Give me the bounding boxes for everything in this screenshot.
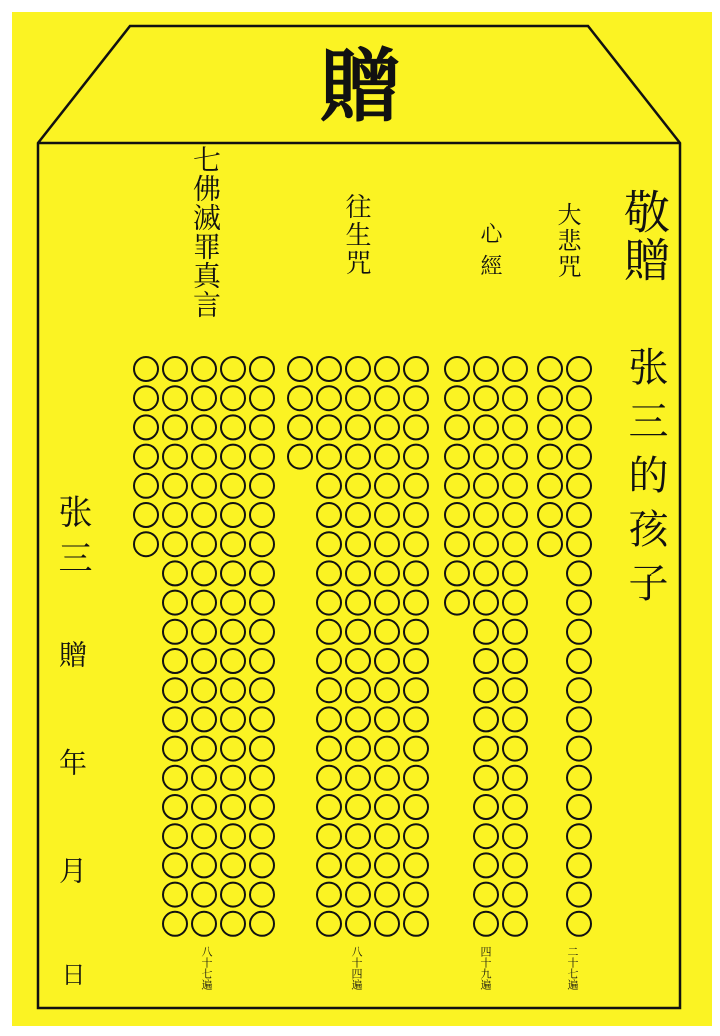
tally-circle[interactable]: [163, 415, 187, 439]
tally-circle[interactable]: [250, 386, 274, 410]
tally-circle[interactable]: [221, 737, 245, 761]
tally-circle[interactable]: [163, 591, 187, 615]
tally-circle[interactable]: [474, 737, 498, 761]
tally-circle[interactable]: [250, 853, 274, 877]
tally-circle[interactable]: [317, 766, 341, 790]
tally-circle[interactable]: [567, 474, 591, 498]
tally-circle[interactable]: [134, 445, 158, 469]
tally-circle[interactable]: [134, 474, 158, 498]
tally-circle[interactable]: [503, 795, 527, 819]
tally-circle[interactable]: [221, 912, 245, 936]
tally-circle[interactable]: [503, 357, 527, 381]
tally-circle[interactable]: [474, 445, 498, 469]
tally-circle[interactable]: [317, 737, 341, 761]
tally-circle[interactable]: [134, 386, 158, 410]
tally-circle[interactable]: [346, 415, 370, 439]
tally-circle[interactable]: [474, 853, 498, 877]
tally-circle[interactable]: [250, 707, 274, 731]
tally-circle[interactable]: [163, 620, 187, 644]
tally-circle[interactable]: [346, 620, 370, 644]
tally-circle[interactable]: [474, 532, 498, 556]
tally-circle[interactable]: [250, 737, 274, 761]
tally-circle[interactable]: [317, 474, 341, 498]
tally-circle[interactable]: [250, 649, 274, 673]
tally-circle[interactable]: [250, 795, 274, 819]
tally-circle[interactable]: [538, 445, 562, 469]
tally-circle[interactable]: [250, 415, 274, 439]
tally-circle[interactable]: [317, 707, 341, 731]
tally-circle[interactable]: [445, 357, 469, 381]
tally-circle[interactable]: [250, 883, 274, 907]
tally-circle[interactable]: [375, 649, 399, 673]
tally-circle[interactable]: [346, 795, 370, 819]
tally-circle[interactable]: [221, 824, 245, 848]
tally-circle[interactable]: [375, 445, 399, 469]
tally-circle[interactable]: [503, 737, 527, 761]
tally-circle[interactable]: [346, 912, 370, 936]
tally-circle[interactable]: [474, 678, 498, 702]
tally-circle[interactable]: [221, 357, 245, 381]
tally-circle[interactable]: [346, 853, 370, 877]
tally-circle[interactable]: [192, 649, 216, 673]
tally-circle[interactable]: [474, 824, 498, 848]
tally-circle[interactable]: [375, 795, 399, 819]
date-day: 日: [57, 962, 85, 986]
tally-circle[interactable]: [134, 357, 158, 381]
tally-circle[interactable]: [221, 415, 245, 439]
tally-circle[interactable]: [221, 883, 245, 907]
tally-circle[interactable]: [192, 386, 216, 410]
tally-circle[interactable]: [503, 707, 527, 731]
tally-circle[interactable]: [404, 415, 428, 439]
tally-circle[interactable]: [375, 415, 399, 439]
title-gift-char: 贈: [320, 39, 400, 133]
tally-circle[interactable]: [317, 620, 341, 644]
tally-circle[interactable]: [445, 561, 469, 585]
sender-gift: 贈: [55, 640, 88, 668]
tally-circle[interactable]: [134, 503, 158, 527]
tally-circle[interactable]: [474, 707, 498, 731]
tally-circle[interactable]: [445, 386, 469, 410]
tally-circle[interactable]: [474, 649, 498, 673]
tally-circle[interactable]: [192, 853, 216, 877]
tally-circle[interactable]: [375, 503, 399, 527]
tally-circle[interactable]: [567, 532, 591, 556]
tally-circle[interactable]: [474, 503, 498, 527]
tally-circle[interactable]: [538, 415, 562, 439]
tally-circle[interactable]: [445, 503, 469, 527]
tally-circle[interactable]: [250, 445, 274, 469]
tally-circle[interactable]: [346, 883, 370, 907]
tally-circle[interactable]: [375, 737, 399, 761]
tally-circle[interactable]: [404, 620, 428, 644]
tally-circle[interactable]: [163, 561, 187, 585]
tally-circle[interactable]: [192, 357, 216, 381]
tally-circle[interactable]: [221, 678, 245, 702]
tally-circle[interactable]: [250, 620, 274, 644]
tally-circle[interactable]: [346, 707, 370, 731]
tally-circle[interactable]: [346, 737, 370, 761]
tally-circle[interactable]: [503, 532, 527, 556]
tally-circle[interactable]: [538, 386, 562, 410]
tally-circle[interactable]: [317, 386, 341, 410]
tally-circle[interactable]: [163, 445, 187, 469]
tally-circle[interactable]: [375, 357, 399, 381]
tally-circle[interactable]: [567, 357, 591, 381]
count-label-wangsheng: 八十四遍: [350, 946, 363, 990]
tally-circle[interactable]: [503, 853, 527, 877]
tally-circle[interactable]: [317, 532, 341, 556]
tally-circle[interactable]: [503, 678, 527, 702]
tally-circle[interactable]: [250, 824, 274, 848]
tally-circle[interactable]: [503, 503, 527, 527]
tally-circle[interactable]: [192, 415, 216, 439]
tally-circle[interactable]: [317, 824, 341, 848]
tally-circle[interactable]: [567, 445, 591, 469]
tally-circle[interactable]: [346, 591, 370, 615]
sutra-name-qifo: 七佛滅罪真言: [189, 145, 222, 319]
tally-circle[interactable]: [346, 532, 370, 556]
tally-circle[interactable]: [538, 357, 562, 381]
tally-circle[interactable]: [375, 912, 399, 936]
tally-circle[interactable]: [192, 503, 216, 527]
tally-circle[interactable]: [192, 591, 216, 615]
tally-circle[interactable]: [317, 795, 341, 819]
tally-circle[interactable]: [346, 445, 370, 469]
tally-circle[interactable]: [445, 445, 469, 469]
tally-circle[interactable]: [317, 853, 341, 877]
tally-circle[interactable]: [375, 561, 399, 585]
tally-circle[interactable]: [445, 532, 469, 556]
sutra-name-xinjing: 心經: [477, 222, 502, 286]
tally-circle[interactable]: [221, 620, 245, 644]
tally-circle[interactable]: [404, 445, 428, 469]
tally-circle[interactable]: [346, 386, 370, 410]
tally-circle[interactable]: [163, 737, 187, 761]
tally-circle[interactable]: [192, 678, 216, 702]
tally-circle[interactable]: [192, 620, 216, 644]
tally-circle[interactable]: [192, 474, 216, 498]
tally-circle[interactable]: [346, 766, 370, 790]
count-label-qifo: 八十七遍: [200, 946, 213, 990]
tally-circle[interactable]: [404, 357, 428, 381]
tally-circle[interactable]: [474, 795, 498, 819]
tally-circle[interactable]: [346, 357, 370, 381]
tally-circle[interactable]: [375, 591, 399, 615]
tally-circle[interactable]: [192, 766, 216, 790]
tally-circle[interactable]: [445, 474, 469, 498]
tally-circle[interactable]: [221, 649, 245, 673]
tally-circle[interactable]: [250, 678, 274, 702]
tally-circle[interactable]: [250, 474, 274, 498]
tally-circle[interactable]: [567, 737, 591, 761]
count-label-dabei: 二十七遍: [566, 946, 579, 990]
tally-circle[interactable]: [288, 386, 312, 410]
tally-circle[interactable]: [404, 474, 428, 498]
tally-circle[interactable]: [288, 445, 312, 469]
tally-circle[interactable]: [375, 707, 399, 731]
tally-circle[interactable]: [404, 561, 428, 585]
tally-circle[interactable]: [474, 474, 498, 498]
tally-circle[interactable]: [404, 503, 428, 527]
tally-circle[interactable]: [250, 591, 274, 615]
tally-circle[interactable]: [221, 795, 245, 819]
tally-circle[interactable]: [503, 386, 527, 410]
tally-circle[interactable]: [192, 883, 216, 907]
tally-circle[interactable]: [221, 707, 245, 731]
tally-circle[interactable]: [404, 707, 428, 731]
tally-circle[interactable]: [404, 912, 428, 936]
tally-circle[interactable]: [538, 503, 562, 527]
tally-circle[interactable]: [503, 649, 527, 673]
tally-circle[interactable]: [346, 649, 370, 673]
tally-circle[interactable]: [567, 883, 591, 907]
tally-circle[interactable]: [192, 445, 216, 469]
tally-circle[interactable]: [192, 912, 216, 936]
tally-circle[interactable]: [503, 474, 527, 498]
tally-circle[interactable]: [567, 591, 591, 615]
tally-circle[interactable]: [317, 357, 341, 381]
tally-circle[interactable]: [250, 912, 274, 936]
tally-circle[interactable]: [221, 853, 245, 877]
tally-circle[interactable]: [134, 415, 158, 439]
tally-circle[interactable]: [567, 620, 591, 644]
tally-circle[interactable]: [503, 415, 527, 439]
tally-circle[interactable]: [503, 883, 527, 907]
tally-circle[interactable]: [346, 824, 370, 848]
tally-circle[interactable]: [375, 386, 399, 410]
tally-circle[interactable]: [567, 766, 591, 790]
tally-circle[interactable]: [250, 532, 274, 556]
tally-circle[interactable]: [404, 386, 428, 410]
tally-circle[interactable]: [538, 474, 562, 498]
tally-circle[interactable]: [250, 561, 274, 585]
tally-circle[interactable]: [567, 912, 591, 936]
tally-circle[interactable]: [163, 795, 187, 819]
tally-circle[interactable]: [375, 824, 399, 848]
tally-circle[interactable]: [288, 357, 312, 381]
sender-name: 张三: [52, 494, 92, 586]
tally-circle[interactable]: [567, 386, 591, 410]
tally-circle[interactable]: [288, 415, 312, 439]
tally-circle[interactable]: [163, 912, 187, 936]
tally-circle[interactable]: [375, 474, 399, 498]
tally-circle[interactable]: [404, 737, 428, 761]
tally-circle[interactable]: [163, 853, 187, 877]
tally-circle[interactable]: [375, 883, 399, 907]
tally-circle[interactable]: [503, 561, 527, 585]
tally-circle[interactable]: [221, 766, 245, 790]
tally-circle[interactable]: [317, 561, 341, 585]
tally-circle[interactable]: [163, 386, 187, 410]
tally-circle[interactable]: [404, 824, 428, 848]
tally-circle[interactable]: [404, 795, 428, 819]
tally-circle[interactable]: [163, 707, 187, 731]
tally-circle[interactable]: [192, 532, 216, 556]
tally-circle[interactable]: [474, 415, 498, 439]
tally-circle[interactable]: [503, 766, 527, 790]
tally-circle[interactable]: [474, 766, 498, 790]
tally-circle[interactable]: [538, 532, 562, 556]
tally-circle[interactable]: [346, 561, 370, 585]
tally-circle[interactable]: [375, 853, 399, 877]
tally-circle[interactable]: [503, 912, 527, 936]
date-year: 年: [55, 748, 88, 776]
tally-circle[interactable]: [375, 678, 399, 702]
tally-circle[interactable]: [346, 474, 370, 498]
tally-circle[interactable]: [445, 415, 469, 439]
tally-circle[interactable]: [567, 561, 591, 585]
tally-circle[interactable]: [474, 883, 498, 907]
tally-circle[interactable]: [404, 532, 428, 556]
tally-circle[interactable]: [474, 620, 498, 644]
count-label-xinjing: 四十九遍: [479, 946, 492, 990]
tally-circle[interactable]: [317, 445, 341, 469]
tally-circle[interactable]: [221, 532, 245, 556]
sutra-name-dabei: 大悲咒: [553, 202, 581, 280]
tally-circle[interactable]: [474, 357, 498, 381]
tally-circle[interactable]: [567, 707, 591, 731]
tally-circle[interactable]: [567, 853, 591, 877]
tally-circle[interactable]: [317, 678, 341, 702]
tally-circle[interactable]: [250, 503, 274, 527]
tally-circle[interactable]: [221, 503, 245, 527]
tally-circle[interactable]: [445, 591, 469, 615]
tally-circle[interactable]: [317, 912, 341, 936]
date-month: 月: [55, 856, 88, 884]
tally-circle[interactable]: [221, 445, 245, 469]
tally-circle[interactable]: [404, 591, 428, 615]
tally-circle[interactable]: [503, 591, 527, 615]
tally-circle[interactable]: [163, 357, 187, 381]
tally-circle[interactable]: [163, 532, 187, 556]
tally-circle[interactable]: [404, 853, 428, 877]
tally-circle[interactable]: [221, 561, 245, 585]
tally-circle[interactable]: [221, 591, 245, 615]
tally-circle[interactable]: [250, 357, 274, 381]
tally-circle[interactable]: [404, 766, 428, 790]
tally-circle[interactable]: [474, 591, 498, 615]
tally-circle[interactable]: [567, 649, 591, 673]
tally-circle[interactable]: [567, 824, 591, 848]
tally-circle[interactable]: [375, 620, 399, 644]
tally-circle[interactable]: [221, 474, 245, 498]
dedication-prefix: 敬贈: [617, 188, 671, 284]
tally-circle[interactable]: [192, 561, 216, 585]
tally-circle[interactable]: [163, 824, 187, 848]
tally-circle[interactable]: [567, 415, 591, 439]
tally-circle[interactable]: [317, 415, 341, 439]
tally-circle[interactable]: [567, 503, 591, 527]
tally-circle[interactable]: [474, 386, 498, 410]
tally-circle[interactable]: [163, 766, 187, 790]
tally-circle[interactable]: [192, 795, 216, 819]
tally-circle[interactable]: [474, 912, 498, 936]
tally-circle[interactable]: [163, 883, 187, 907]
tally-circle[interactable]: [404, 649, 428, 673]
tally-circle[interactable]: [503, 620, 527, 644]
tally-circle[interactable]: [404, 883, 428, 907]
tally-circle[interactable]: [567, 678, 591, 702]
tally-circle[interactable]: [134, 532, 158, 556]
tally-circle[interactable]: [221, 386, 245, 410]
tally-circle[interactable]: [163, 503, 187, 527]
tally-circle[interactable]: [317, 649, 341, 673]
tally-circle[interactable]: [317, 591, 341, 615]
tally-circle[interactable]: [346, 503, 370, 527]
tally-circle[interactable]: [474, 561, 498, 585]
tally-circle[interactable]: [192, 824, 216, 848]
tally-circle[interactable]: [346, 678, 370, 702]
tally-circle[interactable]: [375, 766, 399, 790]
sutra-name-wangsheng: 往生咒: [341, 193, 371, 277]
tally-circle[interactable]: [163, 649, 187, 673]
recipient-name: 张三的孩子: [622, 346, 668, 616]
tally-circle[interactable]: [192, 707, 216, 731]
tally-circle[interactable]: [163, 474, 187, 498]
tally-circle[interactable]: [404, 678, 428, 702]
tally-circle[interactable]: [503, 445, 527, 469]
tally-circle[interactable]: [250, 766, 274, 790]
tally-circle[interactable]: [317, 883, 341, 907]
tally-circle[interactable]: [503, 824, 527, 848]
tally-circle[interactable]: [567, 795, 591, 819]
tally-circle[interactable]: [375, 532, 399, 556]
tally-circle[interactable]: [192, 737, 216, 761]
tally-circle[interactable]: [163, 678, 187, 702]
tally-circle[interactable]: [317, 503, 341, 527]
